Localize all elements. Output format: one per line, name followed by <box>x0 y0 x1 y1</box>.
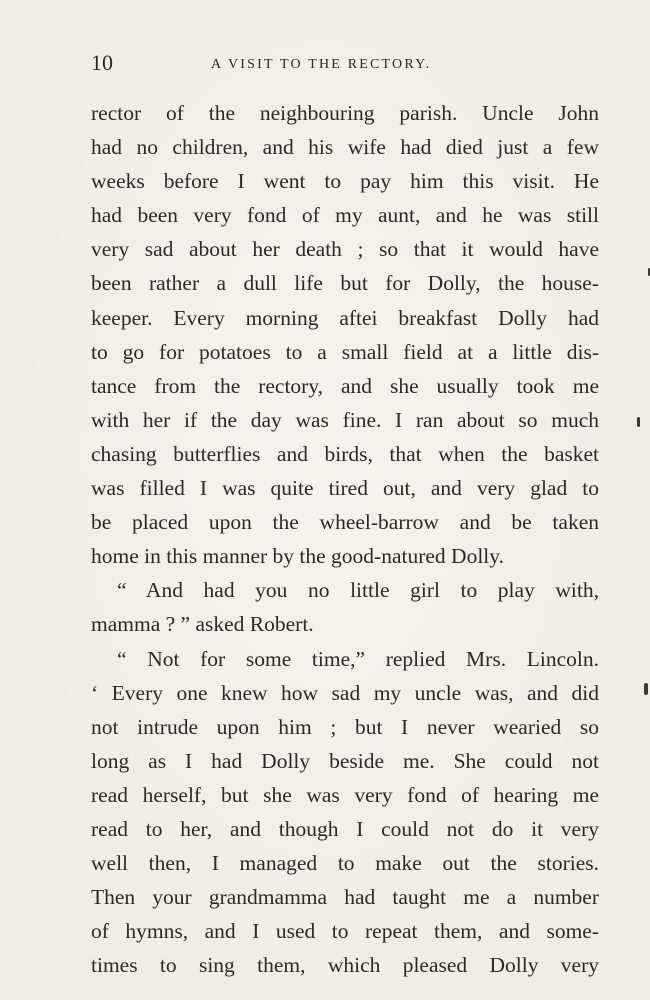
text-line: keeper. Every morning aftei breakfast Dolly had <box>91 305 599 330</box>
running-head <box>91 48 601 78</box>
text-line: Then your grandmamma had taught me a number <box>91 885 599 910</box>
text-line: “ Not for some time,” replied Mrs. Lincoln. <box>117 646 599 671</box>
body-text <box>91 96 599 982</box>
text-line: “ And had you no little girl to play with, <box>117 578 599 603</box>
text-line: home in this manner by the good-natured Dolly. <box>91 544 504 569</box>
text-line: chasing butterflies and birds, that when the basket <box>91 441 599 466</box>
margin-speck <box>644 683 648 695</box>
text-line: long as I had Dolly beside me. She could not <box>91 748 599 773</box>
text-line: read to her, and though I could not do it very <box>91 816 599 841</box>
text-line: read herself, but she was very fond of hearing me <box>91 782 599 807</box>
text-line: had been very fond of my aunt, and he was still <box>91 203 599 228</box>
text-line: of hymns, and I used to repeat them, and some- <box>91 919 599 944</box>
running-title: A VISIT TO THE RECTORY. <box>211 57 432 72</box>
text-line: weeks before I went to pay him this visit. He <box>91 169 599 194</box>
margin-speck <box>637 417 640 427</box>
page-number: 10 <box>91 50 113 75</box>
text-line: very sad about her death ; so that it would have <box>91 237 599 262</box>
text-line: had no children, and his wife had died just a few <box>91 135 599 160</box>
text-line: with her if the day was fine. I ran about so much <box>91 407 599 432</box>
text-line: been rather a dull life but for Dolly, the house- <box>91 271 599 296</box>
text-line: ‘ Every one knew how sad my uncle was, and did <box>91 680 599 705</box>
text-line: mamma ? ” asked Robert. <box>91 612 314 637</box>
text-line: not intrude upon him ; but I never wearied so <box>91 714 599 739</box>
text-line: well then, I managed to make out the stories. <box>91 851 599 876</box>
text-line: be placed upon the wheel-barrow and be taken <box>91 510 599 535</box>
text-line: rector of the neighbouring parish. Uncle John <box>91 101 599 125</box>
text-line: tance from the rectory, and she usually took me <box>91 373 599 398</box>
text-line: was filled I was quite tired out, and very glad to <box>91 476 599 501</box>
text-line: times to sing them, which pleased Dolly very <box>91 953 599 978</box>
text-line: to go for potatoes to a small field at a little dis- <box>91 339 599 364</box>
